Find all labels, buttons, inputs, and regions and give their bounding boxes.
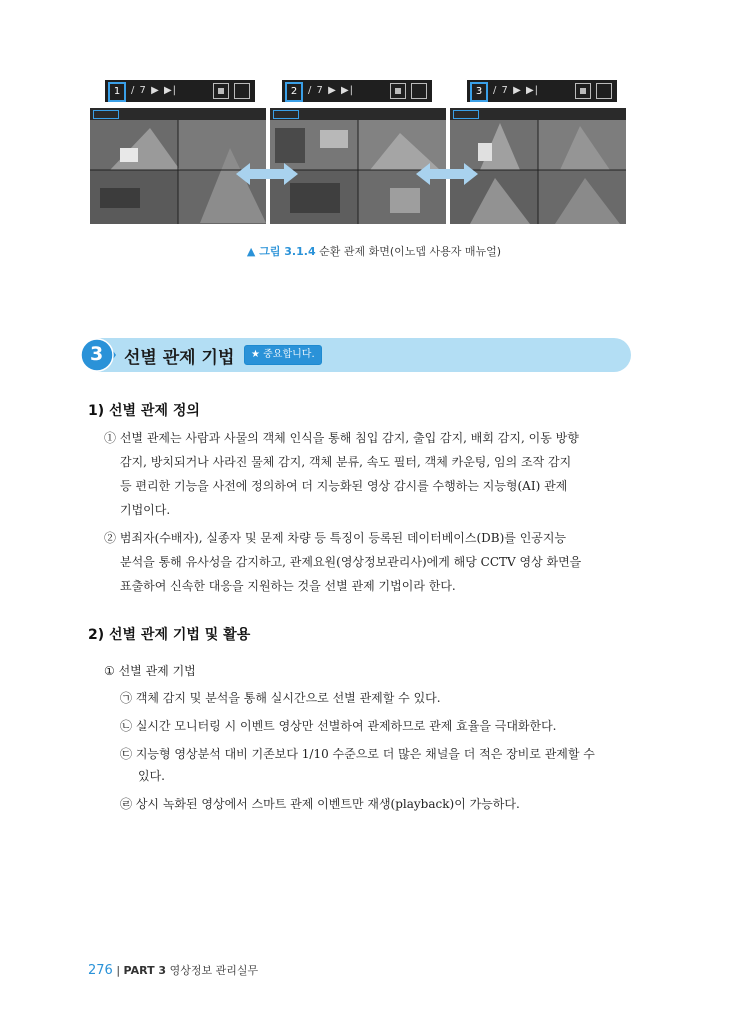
section-number: 3 xyxy=(90,343,104,365)
figure-cctv-rotation xyxy=(88,80,628,225)
paragraph-1-line-2: 감지, 방치되거나 사라진 물체 감지, 객체 분류, 속도 필터, 객체 카운팅, 임의 조작 감지 xyxy=(120,455,572,469)
control-bar-3 xyxy=(467,80,617,102)
paragraph-1-line-1: ① 선별 관제는 사람과 사물의 객체 인식을 통해 침입 감지, 출입 감지, 배회 감지, 이동 방향 xyxy=(104,431,579,445)
important-badge: ★ 중요합니다. xyxy=(244,345,322,365)
caption-text: 순환 관제 화면(이노뎁 사용자 매뉴얼) xyxy=(319,245,502,258)
caption-number: ▲ 그림 3.1.4 xyxy=(246,245,316,258)
layout-icon[interactable] xyxy=(596,83,612,99)
pager: / 7 ▶ ▶| xyxy=(131,85,178,96)
subheading-definition: 1) 선별 관제 정의 xyxy=(88,403,200,419)
figure-caption xyxy=(0,243,748,259)
footer-part: PART 3 xyxy=(123,964,167,977)
double-arrow-icon xyxy=(236,163,298,185)
subheading-techniques: 2) 선별 관제 기법 및 활용 xyxy=(88,627,251,643)
section-title: 선별 관제 기법 xyxy=(124,348,235,368)
footer-separator: | xyxy=(116,964,121,977)
list-item: ㉡ 실시간 모니터링 시 이벤트 영상만 선별하여 관제하므로 관제 효율을 극대화한다. xyxy=(120,719,557,733)
layout-icon[interactable] xyxy=(411,83,427,99)
fullscreen-icon[interactable] xyxy=(390,83,406,99)
page-number: 276 xyxy=(88,963,113,978)
channel-number[interactable]: 1 xyxy=(108,82,126,102)
pager: / 7 ▶ ▶| xyxy=(308,85,355,96)
footer-title: 영상정보 관리실무 xyxy=(169,964,259,977)
paragraph-2-line-2: 분석을 통해 유사성을 감지하고, 관제요원(영상정보관리사)에게 해당 CCTV 영상 화면을 xyxy=(120,555,582,569)
list-item-continuation: 있다. xyxy=(138,769,165,783)
control-bar-1 xyxy=(105,80,255,102)
layout-icon[interactable] xyxy=(234,83,250,99)
paragraph-2-line-1: ② 범죄자(수배자), 실종자 및 문제 차량 등 특징이 등록된 데이터베이스(DB)를 인공지능 xyxy=(104,531,567,545)
fullscreen-icon[interactable] xyxy=(575,83,591,99)
double-arrow-icon xyxy=(416,163,478,185)
channel-number[interactable]: 2 xyxy=(285,82,303,102)
paragraph-1-line-4: 기법이다. xyxy=(120,503,171,517)
channel-number[interactable]: 3 xyxy=(470,82,488,102)
page-footer xyxy=(88,962,258,978)
control-bar-2 xyxy=(282,80,432,102)
paragraph-1-line-3: 등 편리한 기능을 사전에 정의하여 더 지능화된 영상 감시를 수행하는 지능형(AI) 관제 xyxy=(120,479,568,493)
list-item: ㉣ 상시 녹화된 영상에서 스마트 관제 이벤트만 재생(playback)이 가능하다. xyxy=(120,797,520,811)
fullscreen-icon[interactable] xyxy=(213,83,229,99)
list-item: ㉢ 지능형 영상분석 대비 기존보다 1/10 수준으로 더 많은 채널을 더 적은 장비로 관제할 수 xyxy=(120,747,595,761)
list-item: ㉠ 객체 감지 및 분석을 통해 실시간으로 선별 관제할 수 있다. xyxy=(120,691,441,705)
paragraph-2-line-3: 표출하여 신속한 대응을 지원하는 것을 선별 관제 기법이라 한다. xyxy=(120,579,456,593)
item-title: ① 선별 관제 기법 xyxy=(104,664,196,678)
pager: / 7 ▶ ▶| xyxy=(493,85,540,96)
